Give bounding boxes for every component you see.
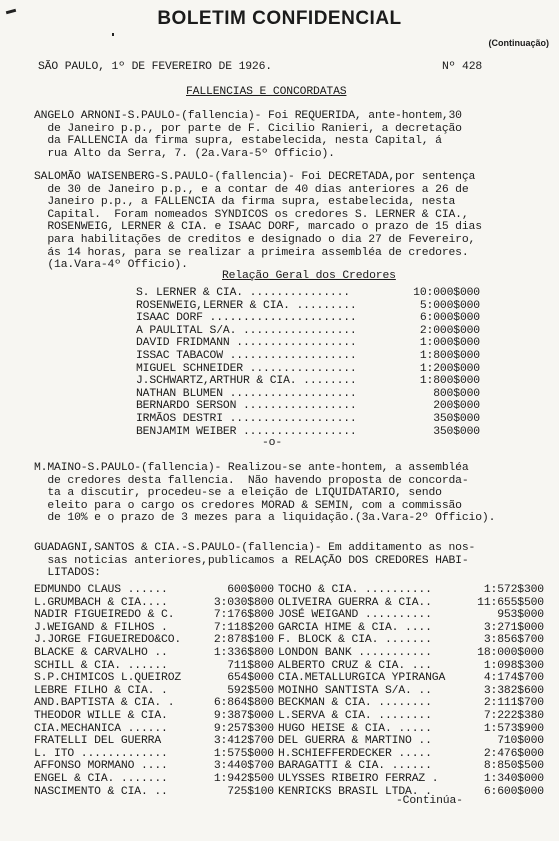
right-amount: 1:572$300 bbox=[483, 584, 544, 596]
entry-line: LITADOS: bbox=[34, 567, 101, 580]
left-amount: 2:878$100 bbox=[213, 634, 274, 647]
right-amount: 11:655$500 bbox=[477, 596, 544, 609]
entry-line: GUADAGNI,SANTOS & CIA.-S.PAULO-(fallencia)- Em additamento as nos- bbox=[34, 542, 476, 554]
creditor-row bbox=[136, 325, 536, 338]
creditor-name: DAVID FRIDMANN .................. bbox=[136, 337, 357, 350]
left-amount: 711$800 bbox=[227, 659, 274, 672]
entry-line: ta a discutir, procedeu-se a eleição de LIQUIDATARIO, sendo bbox=[34, 487, 442, 500]
right-amount: 3:382$600 bbox=[483, 684, 544, 697]
left-amount: 7:176$800 bbox=[213, 609, 274, 622]
creditors-heading: Relação Geral dos Credores bbox=[222, 270, 396, 282]
creditor-name: J.SCHWARTZ,ARTHUR & CIA. ........ bbox=[136, 375, 357, 388]
left-name: NADIR FIGUEIREDO & C. bbox=[34, 609, 175, 622]
entry-line: sas noticias anteriores,publicamos a RELAÇÃO DOS CREDORES HABI- bbox=[34, 554, 469, 567]
left-name: BLACKE & CARVALHO .. bbox=[34, 647, 168, 659]
creditor-row bbox=[136, 300, 536, 313]
right-amount: 3:856$700 bbox=[483, 634, 544, 647]
entry-line: SALOMÃO WAISENBERG-S.PAULO-(fallencia)- Foi DECRETADA,por sentença bbox=[34, 171, 476, 183]
right-name: BECKMAN & CIA. ........ bbox=[278, 697, 432, 710]
entry-arnoni bbox=[34, 110, 462, 160]
right-name: JOSÉ WEIGAND .......... bbox=[278, 609, 432, 622]
continues-label: -Continúa- bbox=[396, 795, 463, 807]
right-amount: 953$000 bbox=[497, 609, 544, 622]
right-name: KENRICKS BRASIL LTDA. . bbox=[278, 785, 432, 798]
table-row bbox=[34, 773, 546, 786]
right-amount: 1:573$900 bbox=[483, 722, 544, 735]
creditor-name: A PAULITAL S/A. ................. bbox=[136, 324, 357, 337]
entry-line: da FALLENCIA da firma supra, estabelecida, nesta Capital, á bbox=[34, 135, 442, 148]
left-amount: 592$500 bbox=[227, 684, 274, 697]
creditor-name: ISSAC TABACOW ................... bbox=[136, 350, 357, 362]
table-row bbox=[34, 710, 546, 723]
right-amount: 1:340$000 bbox=[483, 773, 544, 785]
left-name: ENGEL & CIA. ....... bbox=[34, 773, 168, 785]
left-amount: 1:336$800 bbox=[213, 647, 274, 659]
left-amount: 725$100 bbox=[227, 785, 274, 798]
table-row bbox=[34, 735, 546, 748]
left-amount: 600$000 bbox=[227, 584, 274, 596]
creditor-amount: 1:000$000 bbox=[419, 337, 480, 350]
entry-line: de 10% e o prazo de 3 mezes para a liquidação.(3a.Vara-2º Officio). bbox=[34, 512, 496, 525]
left-amount: 6:864$800 bbox=[213, 697, 274, 710]
table-row bbox=[34, 634, 546, 647]
right-amount: 4:174$700 bbox=[483, 672, 544, 685]
entry-line: de 30 de Janeiro p.p., e a contar de 40 dias anteriores a 26 de bbox=[34, 183, 469, 196]
left-name: FRATELLI DEL GUERRA bbox=[34, 735, 162, 748]
right-name: H.SCHIEFFERDECKER ..... bbox=[278, 747, 432, 760]
continuation-label: (Continuação) bbox=[488, 38, 549, 48]
right-name: DEL GUERRA & MARTINO .. bbox=[278, 735, 432, 748]
left-amount: 654$000 bbox=[227, 672, 274, 685]
entry-guadagni bbox=[34, 542, 475, 580]
entry-line: Janeiro p.p., a FALLENCIA da firma supra, estabelecida, nesta bbox=[34, 196, 456, 209]
creditor-row bbox=[136, 426, 536, 439]
right-name: ALBERTO CRUZ & CIA. ... bbox=[278, 659, 432, 672]
creditor-amount: 1:800$000 bbox=[419, 350, 480, 362]
entry-line: rua Alto da Serra, 7. (2a.Vara-5º Officio). bbox=[34, 147, 335, 160]
entry-line: Capital. Foram nomeados SYNDICOS os credores S. LERNER & CIA., bbox=[34, 208, 469, 221]
entry-line: ANGELO ARNONI-S.PAULO-(fallencia)- Foi REQUERIDA, ante-hontem,30 bbox=[34, 110, 462, 122]
creditor-amount: 1:800$000 bbox=[419, 375, 480, 388]
left-amount: 1:575$000 bbox=[213, 747, 274, 760]
section-heading: FALLENCIAS E CONCORDATAS bbox=[186, 86, 347, 98]
creditor-row bbox=[136, 312, 536, 325]
creditor-name: NATHAN BLUMEN ................... bbox=[136, 387, 357, 400]
table-row bbox=[34, 609, 546, 622]
creditor-amount: 200$000 bbox=[433, 400, 480, 413]
left-name: THEODOR WILLE & CIA. bbox=[34, 710, 168, 722]
left-amount: 1:942$500 bbox=[213, 773, 274, 785]
left-name: NASCIMENTO & CIA. .. bbox=[34, 785, 168, 798]
creditor-amount: 800$000 bbox=[433, 387, 480, 400]
right-amount: 710$000 bbox=[497, 735, 544, 748]
entry-waisenberg bbox=[34, 171, 482, 272]
right-name: GARCIA HIME & CIA. .... bbox=[278, 621, 432, 634]
right-amount: 18:000$000 bbox=[477, 647, 544, 659]
creditor-name: MIGUEL SCHNEIDER ................ bbox=[136, 362, 357, 375]
creditor-amount: 10:000$000 bbox=[413, 287, 480, 299]
creditor-row bbox=[136, 350, 536, 363]
left-name: J.WEIGAND & FILHOS . bbox=[34, 621, 168, 634]
creditor-name: BENJAMIM WEIBER ................. bbox=[136, 425, 357, 438]
table-row bbox=[34, 597, 546, 610]
issue-number: Nº 428 bbox=[442, 61, 483, 73]
left-name: S.P.CHIMICOS L.QUEIROZ bbox=[34, 672, 182, 685]
right-name: HUGO HEISE & CIA. ..... bbox=[278, 722, 432, 735]
left-amount: 7:118$200 bbox=[213, 621, 274, 634]
table-row bbox=[34, 660, 546, 673]
creditor-row bbox=[136, 400, 536, 413]
creditor-name: BERNARDO SERSON ................. bbox=[136, 400, 357, 413]
creditor-row bbox=[136, 287, 536, 300]
left-name: EDMUNDO CLAUS ...... bbox=[34, 584, 168, 596]
right-amount: 1:098$300 bbox=[483, 659, 544, 672]
table-row bbox=[34, 685, 546, 698]
creditor-row bbox=[136, 363, 536, 376]
creditor-row bbox=[136, 337, 536, 350]
entry-line: de Janeiro p.p., por parte de F. Cicilio Ranieri, a decretação bbox=[34, 122, 462, 135]
left-name: L.GRUMBACH & CIA.... bbox=[34, 596, 168, 609]
table-row bbox=[34, 584, 546, 597]
ink-mark-top bbox=[112, 33, 114, 36]
table-row bbox=[34, 786, 546, 799]
right-name: OLIVEIRA GUERRA & CIA.. bbox=[278, 596, 432, 609]
creditor-amount: 1:200$000 bbox=[419, 362, 480, 375]
creditor-row bbox=[136, 413, 536, 426]
right-name: TOCHO & CIA. .......... bbox=[278, 584, 432, 596]
left-amount: 3:030$800 bbox=[213, 596, 274, 609]
right-amount: 3:271$000 bbox=[483, 621, 544, 634]
creditor-row bbox=[136, 388, 536, 401]
table-row bbox=[34, 672, 546, 685]
right-amount: 2:476$000 bbox=[483, 747, 544, 760]
table-row bbox=[34, 647, 546, 660]
separator: -o- bbox=[262, 437, 283, 449]
creditor-name: ROSENWEIG,LERNER & CIA. ......... bbox=[136, 299, 357, 312]
creditor-name: IRMÃOS DESTRI ................... bbox=[136, 413, 357, 425]
left-amount: 3:412$700 bbox=[213, 735, 274, 748]
creditor-amount: 350$000 bbox=[433, 413, 480, 425]
left-name: L. ITO ............. bbox=[34, 747, 168, 760]
right-amount: 2:111$700 bbox=[483, 697, 544, 710]
table-row bbox=[34, 723, 546, 736]
creditor-amount: 350$000 bbox=[433, 425, 480, 438]
creditor-name: S. LERNER & CIA. ............... bbox=[136, 287, 350, 299]
left-amount: 3:440$700 bbox=[213, 760, 274, 773]
creditor-row bbox=[136, 375, 536, 388]
left-name: CIA.MECHANICA ...... bbox=[34, 722, 168, 735]
entry-line: de credores desta fallencia. Não havendo proposta de concorda- bbox=[34, 474, 469, 487]
entry-line: (1a.Vara-4º Officio). bbox=[34, 259, 188, 272]
entry-line: para habilitações de creditos e designado o dia 27 de Fevereiro, bbox=[34, 233, 476, 246]
left-amount: 9:257$300 bbox=[213, 722, 274, 735]
right-amount: 7:222$380 bbox=[483, 710, 544, 722]
document-title: BOLETIM CONFIDENCIAL bbox=[157, 8, 402, 29]
right-name: CIA.METALLURGICA YPIRANGA bbox=[278, 672, 446, 685]
right-name: L.SERVA & CIA. ........ bbox=[278, 710, 432, 722]
creditor-amount: 6:000$000 bbox=[419, 312, 480, 325]
left-name: SCHILL & CIA. ...... bbox=[34, 659, 168, 672]
table-row bbox=[34, 760, 546, 773]
dateline: SÃO PAULO, 1º DE FEVEREIRO DE 1926. bbox=[38, 61, 272, 73]
right-name: F. BLOCK & CIA. ....... bbox=[278, 634, 432, 647]
entry-line: M.MAINO-S.PAULO-(fallencia)- Realizou-se ante-hontem, a assembléa bbox=[34, 462, 469, 474]
entry-line: ROSENWEIG, LERNER & CIA. e ISAAC DORF, marcado o prazo de 15 dias bbox=[34, 221, 482, 234]
entry-line: ás 14 horas, para se realizar a primeira assembléa de credores. bbox=[34, 246, 469, 259]
table-row bbox=[34, 697, 546, 710]
right-name: BARAGATTI & CIA. ...... bbox=[278, 760, 432, 773]
right-name: ULYSSES RIBEIRO FERRAZ . bbox=[278, 773, 439, 785]
table-row bbox=[34, 622, 546, 635]
right-name: LONDON BANK ........... bbox=[278, 647, 432, 659]
entry-line: eleito para o cargo os credores MORAD & SEMIN, com a commissão bbox=[34, 499, 462, 512]
left-name: LEBRE FILHO & CIA. . bbox=[34, 684, 168, 697]
entry-maino bbox=[34, 462, 495, 525]
table-row bbox=[34, 748, 546, 761]
creditor-amount: 2:000$000 bbox=[419, 324, 480, 337]
left-name: AFFONSO MORMANO .... bbox=[34, 760, 168, 773]
right-amount: 6:600$000 bbox=[483, 785, 544, 798]
left-amount: 9:387$000 bbox=[213, 710, 274, 722]
right-amount: 8:850$500 bbox=[483, 760, 544, 773]
left-name: AND.BAPTISTA & CIA. . bbox=[34, 697, 175, 710]
creditor-amount: 5:000$000 bbox=[419, 299, 480, 312]
right-name: MOINHO SANTISTA S/A. .. bbox=[278, 684, 432, 697]
left-name: J.JORGE FIGUEIREDO&CO. bbox=[34, 634, 182, 647]
creditor-name: ISAAC DORF ...................... bbox=[136, 312, 357, 325]
